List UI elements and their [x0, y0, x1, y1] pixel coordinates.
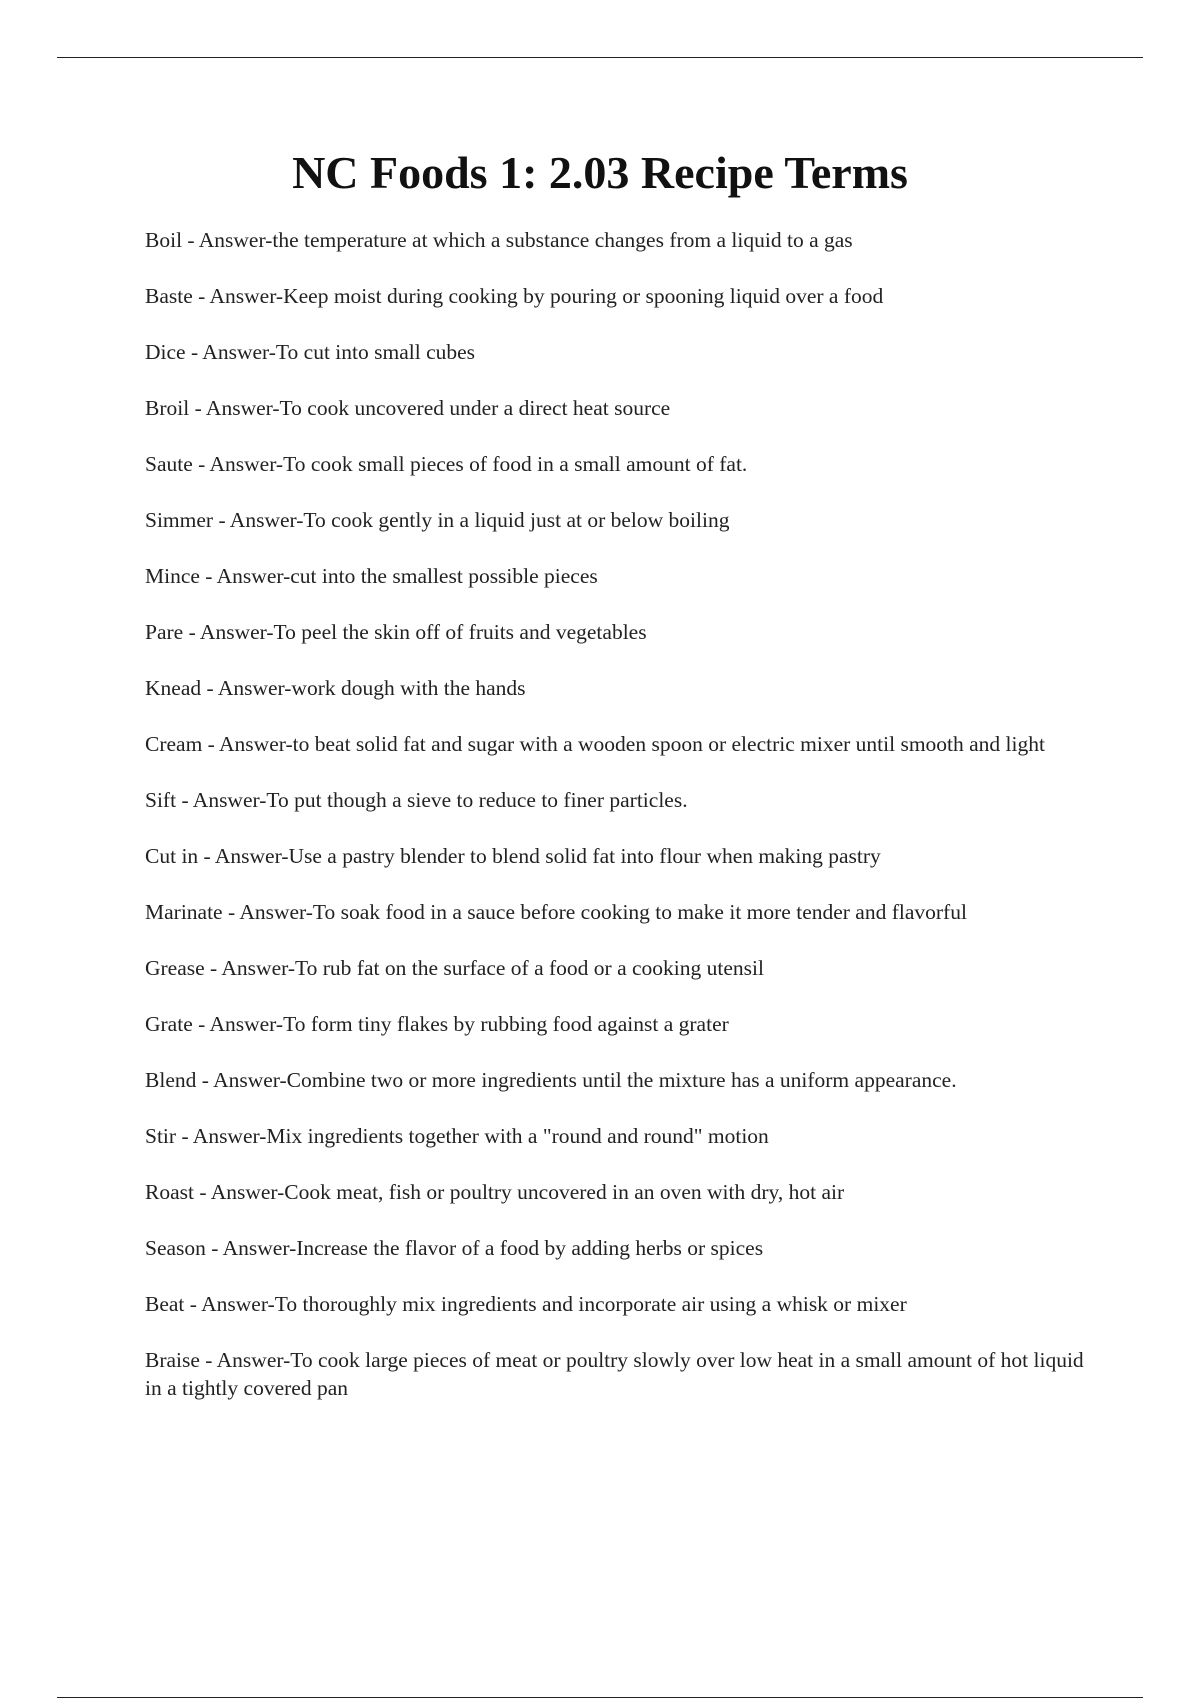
term-item: Sift - Answer-To put though a sieve to reduce to finer particles. [145, 788, 688, 812]
term-item: Stir - Answer-Mix ingredients together with a "round and round" motion [145, 1124, 769, 1148]
term-item: Pare - Answer-To peel the skin off of fruits and vegetables [145, 620, 647, 644]
terms-list [145, 226, 1085, 1430]
term-item: Baste - Answer-Keep moist during cooking by pouring or spooning liquid over a food [145, 284, 884, 308]
term-item: Saute - Answer-To cook small pieces of food in a small amount of fat. [145, 452, 748, 476]
term-item: Braise - Answer-To cook large pieces of meat or poultry slowly over low heat in a small amount of hot liquid in a tightly covered pan [145, 1348, 1084, 1400]
page-title: NC Foods 1: 2.03 Recipe Terms [292, 147, 908, 198]
term-item: Dice - Answer-To cut into small cubes [145, 340, 476, 364]
term-item: Simmer - Answer-To cook gently in a liquid just at or below boiling [145, 508, 730, 532]
term-item: Cut in - Answer-Use a pastry blender to blend solid fat into flour when making pastry [145, 844, 881, 868]
term-item: Grease - Answer-To rub fat on the surface of a food or a cooking utensil [145, 956, 764, 980]
term-item: Cream - Answer-to beat solid fat and sugar with a wooden spoon or electric mixer until smooth and light [145, 732, 1045, 756]
term-item: Roast - Answer-Cook meat, fish or poultry uncovered in an oven with dry, hot air [145, 1180, 845, 1204]
term-item: Marinate - Answer-To soak food in a sauce before cooking to make it more tender and flavorful [145, 900, 967, 924]
term-item: Beat - Answer-To thoroughly mix ingredients and incorporate air using a whisk or mixer [145, 1292, 907, 1316]
term-item: Knead - Answer-work dough with the hands [145, 676, 526, 700]
term-item: Mince - Answer-cut into the smallest possible pieces [145, 564, 598, 588]
term-item: Season - Answer-Increase the flavor of a food by adding herbs or spices [145, 1236, 764, 1260]
top-divider [57, 57, 1143, 58]
term-item: Broil - Answer-To cook uncovered under a direct heat source [145, 396, 671, 420]
term-item: Blend - Answer-Combine two or more ingredients until the mixture has a uniform appearance. [145, 1068, 957, 1092]
term-item: Boil - Answer-the temperature at which a substance changes from a liquid to a gas [145, 228, 853, 252]
bottom-divider [57, 1697, 1143, 1698]
term-item: Grate - Answer-To form tiny flakes by rubbing food against a grater [145, 1012, 729, 1036]
